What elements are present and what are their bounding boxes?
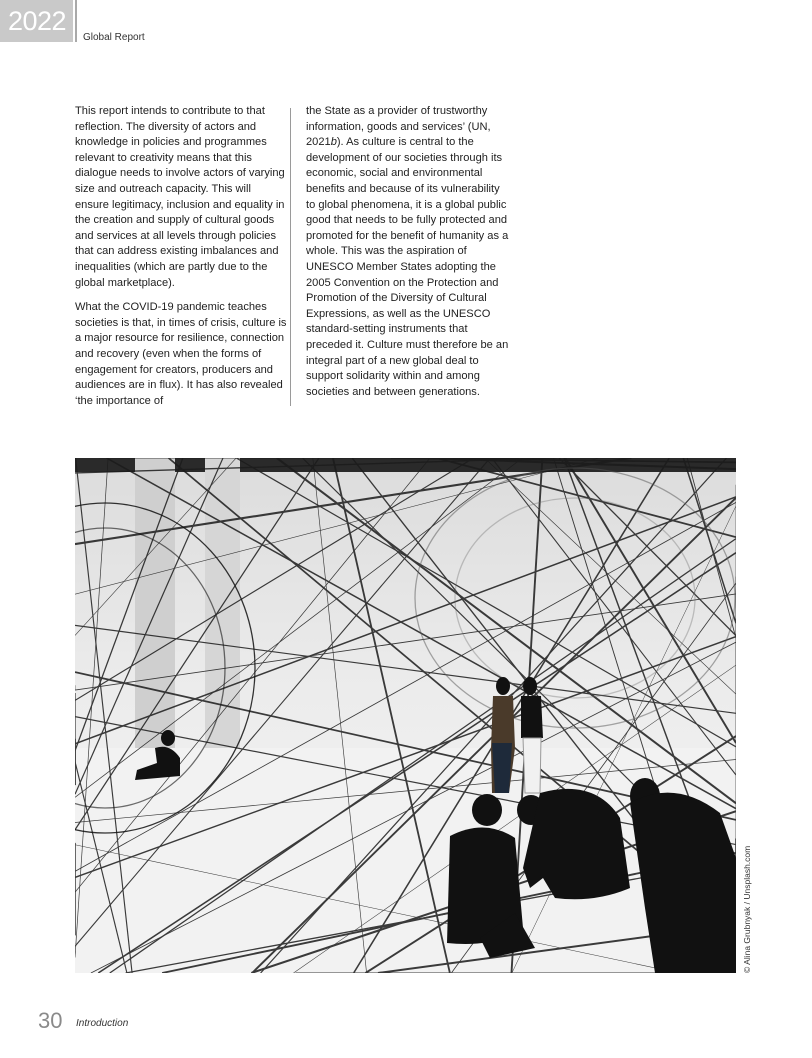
left-paragraph-2: What the COVID-19 pandemic teaches societies is that, in times of crisis, culture is a major resource for resilience, connection and recovery (even when the forms of engagement for creators, producers and audiences are in flux). It has also revealed ‘the importance of — [75, 301, 287, 407]
right-paragraph-citation-letter: b — [330, 136, 337, 149]
right-paragraph-1 — [306, 104, 510, 400]
installation-photo — [75, 458, 736, 973]
photo-credit: © Alina Grubnyak / Unsplash.com — [742, 845, 752, 973]
right-paragraph-text-b: ). As culture is central to the development of our societies through its economic, social and environmental benefits and because of its vulnerability to global phenomena, it is a global public good that needs to be fully protected and promoted for the benefit of humanity as a whole. This was the aspiration of UNESCO Member States adopting the 2005 Convention on the Protection and Promotion of the Diversity of Cultural Expressions, as well as the UNESCO standard-setting instruments that preceded it. Culture must therefore be an integral part of a new global deal to support solidarity within and among societies and between generations. — [306, 136, 509, 398]
report-title: Global Report — [83, 32, 145, 43]
left-paragraph-1: This report intends to contribute to that reflection. The diversity of actors and knowledge in policies and programmes relevant to creativity means that this dialogue needs to involve actors of varying size and outreach capacity. This will ensure legitimacy, inclusion and equality in the creation and supply of cultural goods and services at all levels through policies that can address existing imbalances and inequalities (which are partly due to the global marketplace). — [75, 105, 285, 289]
page-number: 30 — [38, 1008, 63, 1033]
right-paragraph-text-a: the State as a provider of trustworthy information, goods and services’ (UN, 2021 — [306, 105, 491, 149]
year-badge: 2022 — [0, 0, 73, 42]
column-divider — [290, 108, 291, 406]
header-divider — [75, 0, 77, 42]
right-text-column — [306, 104, 510, 409]
section-name: Introduction — [76, 1018, 129, 1029]
left-text-column — [75, 104, 287, 418]
